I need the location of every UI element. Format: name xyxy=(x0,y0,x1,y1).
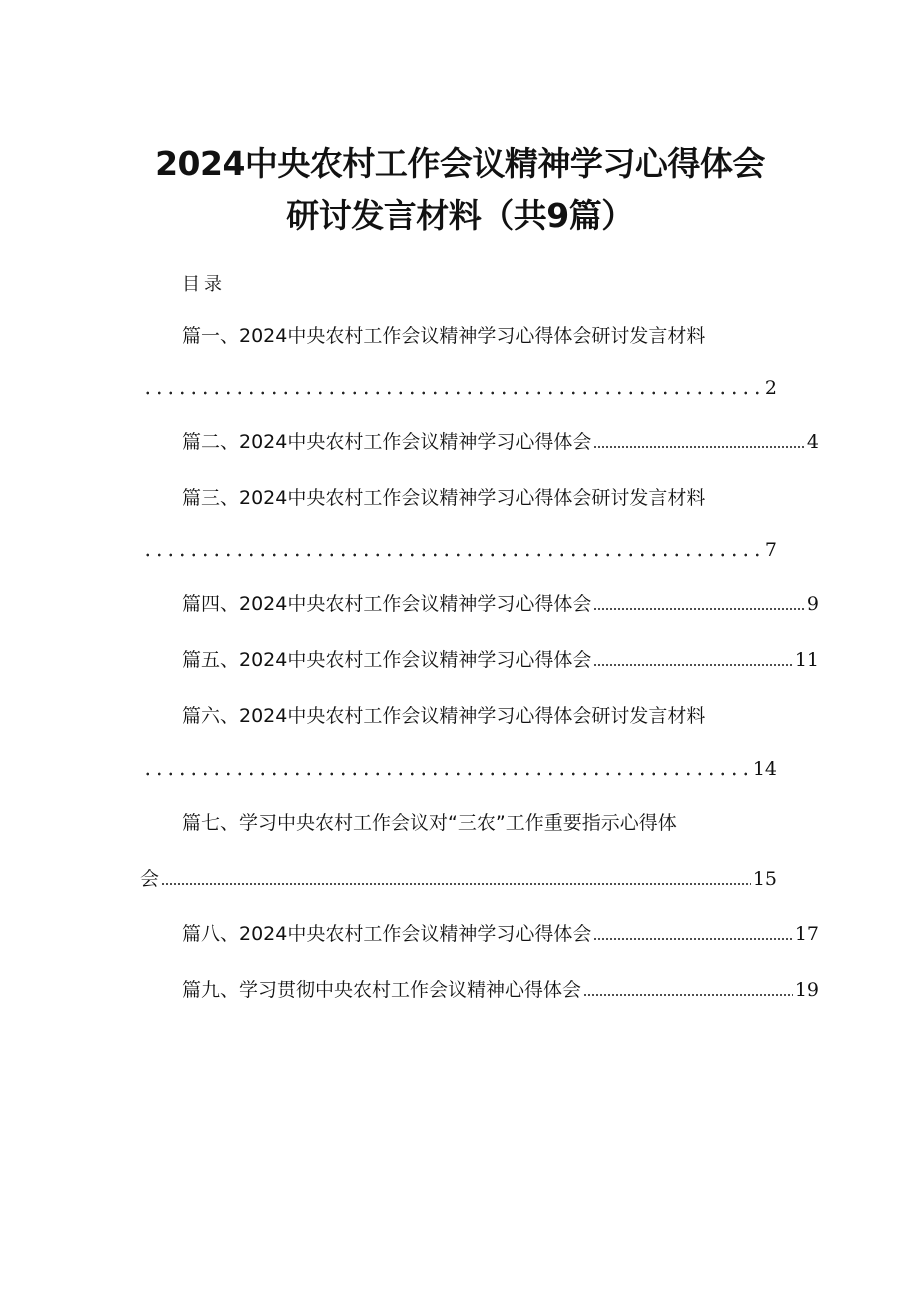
toc-entry-page: 11 xyxy=(794,649,819,671)
toc-entry-3[interactable] xyxy=(140,484,819,512)
toc-entry-6-leader[interactable] xyxy=(140,755,777,783)
dot-leader xyxy=(593,663,792,667)
toc-entry-title: 篇七、学习中央农村工作会议对“三农”工作重要指示心得体 xyxy=(182,812,677,834)
toc-entry-page: 9 xyxy=(806,593,819,615)
toc-entry-page: 14 xyxy=(752,758,777,780)
toc-entry-6[interactable] xyxy=(140,702,819,730)
toc-entry-title: 篇五、2024中央农村工作会议精神学习心得体会 xyxy=(182,649,592,671)
toc-entry-page: 19 xyxy=(794,979,819,1001)
toc-entry-1-leader[interactable] xyxy=(140,374,777,402)
toc-entry-8[interactable] xyxy=(140,920,819,948)
toc-entry-title: 篇八、2024中央农村工作会议精神学习心得体会 xyxy=(182,923,592,945)
toc-entry-3-leader[interactable] xyxy=(140,536,777,564)
toc-entry-title: 篇三、2024中央农村工作会议精神学习心得体会研讨发言材料 xyxy=(182,487,706,509)
toc-entry-title: 篇九、学习贯彻中央农村工作会议精神心得体会 xyxy=(182,979,582,1001)
toc-entry-7-leader[interactable] xyxy=(140,865,777,893)
toc-entry-title-continued: 会 xyxy=(140,868,160,890)
dot-leader xyxy=(142,772,751,776)
dot-leader xyxy=(142,553,763,557)
toc-entry-1[interactable] xyxy=(140,322,819,350)
toc-entry-5[interactable] xyxy=(140,646,819,674)
toc-entry-page: 2 xyxy=(764,377,777,399)
toc-entry-page: 15 xyxy=(752,868,777,890)
toc-entry-4[interactable] xyxy=(140,590,819,618)
document-title-line-2: 研讨发言材料（共9篇） xyxy=(286,196,634,235)
toc-entry-title: 篇二、2024中央农村工作会议精神学习心得体会 xyxy=(182,431,592,453)
dot-leader xyxy=(583,993,793,997)
dot-leader xyxy=(593,445,805,449)
toc-entry-9[interactable] xyxy=(140,976,819,1004)
toc-entry-page: 7 xyxy=(764,539,777,561)
toc-entry-title: 篇四、2024中央农村工作会议精神学习心得体会 xyxy=(182,593,592,615)
document-title-line-1: 2024中央农村工作会议精神学习心得体会 xyxy=(155,144,765,183)
toc-entry-title: 篇六、2024中央农村工作会议精神学习心得体会研讨发言材料 xyxy=(182,705,706,727)
dot-leader xyxy=(161,882,751,886)
dot-leader xyxy=(593,607,805,611)
toc-entry-page: 17 xyxy=(794,923,819,945)
dot-leader xyxy=(593,937,792,941)
toc-heading: 目录 xyxy=(182,274,226,295)
toc-entry-2[interactable] xyxy=(140,428,819,456)
toc-entry-title: 篇一、2024中央农村工作会议精神学习心得体会研讨发言材料 xyxy=(182,325,706,347)
dot-leader xyxy=(142,391,763,395)
toc-entry-7[interactable] xyxy=(140,809,819,837)
toc-entry-page: 4 xyxy=(806,431,819,453)
